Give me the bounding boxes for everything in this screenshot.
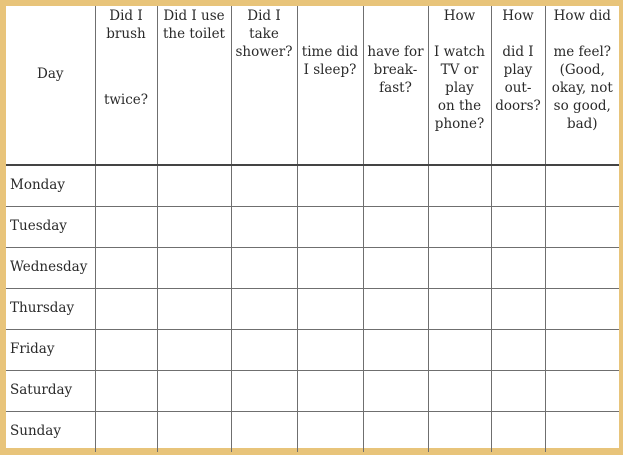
header-line: phone?: [434, 116, 485, 132]
entry-cell[interactable]: [297, 412, 363, 453]
day-label: Sunday: [6, 412, 95, 453]
entry-cell[interactable]: [545, 289, 619, 330]
entry-cell[interactable]: [545, 207, 619, 248]
entry-cell[interactable]: [363, 165, 428, 207]
day-label: Tuesday: [6, 207, 95, 248]
header-line: okay, not: [551, 80, 613, 96]
header-line: Did I: [109, 8, 143, 24]
column-header-sleep: [297, 6, 363, 165]
entry-cell[interactable]: [545, 248, 619, 289]
entry-cell[interactable]: [95, 289, 157, 330]
table-row: [6, 248, 619, 289]
day-label: Monday: [6, 165, 95, 207]
entry-cell[interactable]: [428, 207, 491, 248]
header-line: Did I: [247, 8, 281, 24]
header-line: have for: [367, 44, 424, 60]
header-line: play: [445, 80, 474, 96]
entry-cell[interactable]: [363, 371, 428, 412]
day-label: Thursday: [6, 289, 95, 330]
entry-cell[interactable]: [491, 371, 545, 412]
entry-cell[interactable]: [363, 330, 428, 371]
entry-cell[interactable]: [545, 412, 619, 453]
column-header-breakfast: [363, 6, 428, 165]
entry-cell[interactable]: [95, 412, 157, 453]
entry-cell[interactable]: [363, 289, 428, 330]
table-row: [6, 289, 619, 330]
entry-cell[interactable]: [491, 207, 545, 248]
header-line: TV or: [440, 62, 479, 78]
entry-cell[interactable]: [297, 207, 363, 248]
table-row: [6, 412, 619, 453]
header-line: time did: [301, 44, 359, 60]
entry-cell[interactable]: [157, 207, 231, 248]
header-line: twice?: [103, 92, 149, 108]
entry-cell[interactable]: [157, 412, 231, 453]
header-line: break-: [373, 62, 418, 78]
entry-cell[interactable]: [491, 330, 545, 371]
entry-cell[interactable]: [157, 330, 231, 371]
table-row: [6, 165, 619, 207]
header-line: did I: [502, 44, 534, 60]
entry-cell[interactable]: [545, 371, 619, 412]
column-header-feelings: [545, 6, 619, 165]
header-line: How: [502, 8, 534, 24]
header-line: on the: [437, 98, 482, 114]
column-header-screen-time: [428, 6, 491, 165]
entry-cell[interactable]: [231, 412, 297, 453]
entry-cell[interactable]: [297, 289, 363, 330]
table-row: [6, 207, 619, 248]
entry-cell[interactable]: [297, 330, 363, 371]
entry-cell[interactable]: [363, 248, 428, 289]
entry-cell[interactable]: [545, 165, 619, 207]
column-header-toilet: [157, 6, 231, 165]
header-line: (Good,: [559, 62, 605, 78]
entry-cell[interactable]: [363, 207, 428, 248]
table-row: [6, 330, 619, 371]
entry-cell[interactable]: [157, 289, 231, 330]
header-line: doors?: [495, 98, 541, 114]
entry-cell[interactable]: [297, 248, 363, 289]
entry-cell[interactable]: [231, 248, 297, 289]
header-line: me feel?: [553, 44, 612, 60]
entry-cell[interactable]: [231, 330, 297, 371]
entry-cell[interactable]: [297, 165, 363, 207]
header-line: I sleep?: [303, 62, 357, 78]
header-line: How: [443, 8, 476, 24]
header-line: fast?: [379, 80, 412, 96]
day-label: Friday: [6, 330, 95, 371]
entry-cell[interactable]: [428, 165, 491, 207]
header-line: I watch: [434, 44, 485, 60]
daily-habits-table: [6, 6, 619, 452]
day-label: Saturday: [6, 371, 95, 412]
header-line: the toilet: [162, 26, 225, 42]
header-line: Did I use: [163, 8, 225, 24]
header-line: take: [249, 26, 279, 42]
header-line: play: [503, 62, 533, 78]
entry-cell[interactable]: [95, 330, 157, 371]
day-label: Wednesday: [6, 248, 95, 289]
header-row: [6, 6, 619, 165]
header-line: brush: [106, 26, 146, 42]
column-header-brush: [95, 6, 157, 165]
entry-cell[interactable]: [157, 165, 231, 207]
entry-cell[interactable]: [231, 207, 297, 248]
day-column-header: [6, 6, 95, 165]
entry-cell[interactable]: [95, 165, 157, 207]
entry-cell[interactable]: [95, 371, 157, 412]
header-line: bad): [566, 116, 598, 132]
header-line: How did: [553, 8, 611, 24]
entry-cell[interactable]: [491, 412, 545, 453]
column-header-shower: [231, 6, 297, 165]
table-row: [6, 371, 619, 412]
day-header-label: Day: [37, 66, 64, 82]
entry-cell[interactable]: [95, 248, 157, 289]
entry-cell[interactable]: [491, 289, 545, 330]
entry-cell[interactable]: [231, 165, 297, 207]
entry-cell[interactable]: [491, 248, 545, 289]
entry-cell[interactable]: [491, 165, 545, 207]
entry-cell[interactable]: [428, 371, 491, 412]
entry-cell[interactable]: [428, 289, 491, 330]
entry-cell[interactable]: [95, 207, 157, 248]
header-line: so good,: [553, 98, 611, 114]
entry-cell[interactable]: [231, 289, 297, 330]
entry-cell[interactable]: [231, 371, 297, 412]
worksheet-page: [6, 6, 619, 448]
entry-cell[interactable]: [428, 412, 491, 453]
column-header-outdoors: [491, 6, 545, 165]
entry-cell[interactable]: [428, 248, 491, 289]
entry-cell[interactable]: [157, 248, 231, 289]
header-line: shower?: [235, 44, 293, 60]
entry-cell[interactable]: [157, 371, 231, 412]
entry-cell[interactable]: [363, 412, 428, 453]
header-line: out-: [504, 80, 532, 96]
entry-cell[interactable]: [428, 330, 491, 371]
entry-cell[interactable]: [297, 371, 363, 412]
entry-cell[interactable]: [545, 330, 619, 371]
